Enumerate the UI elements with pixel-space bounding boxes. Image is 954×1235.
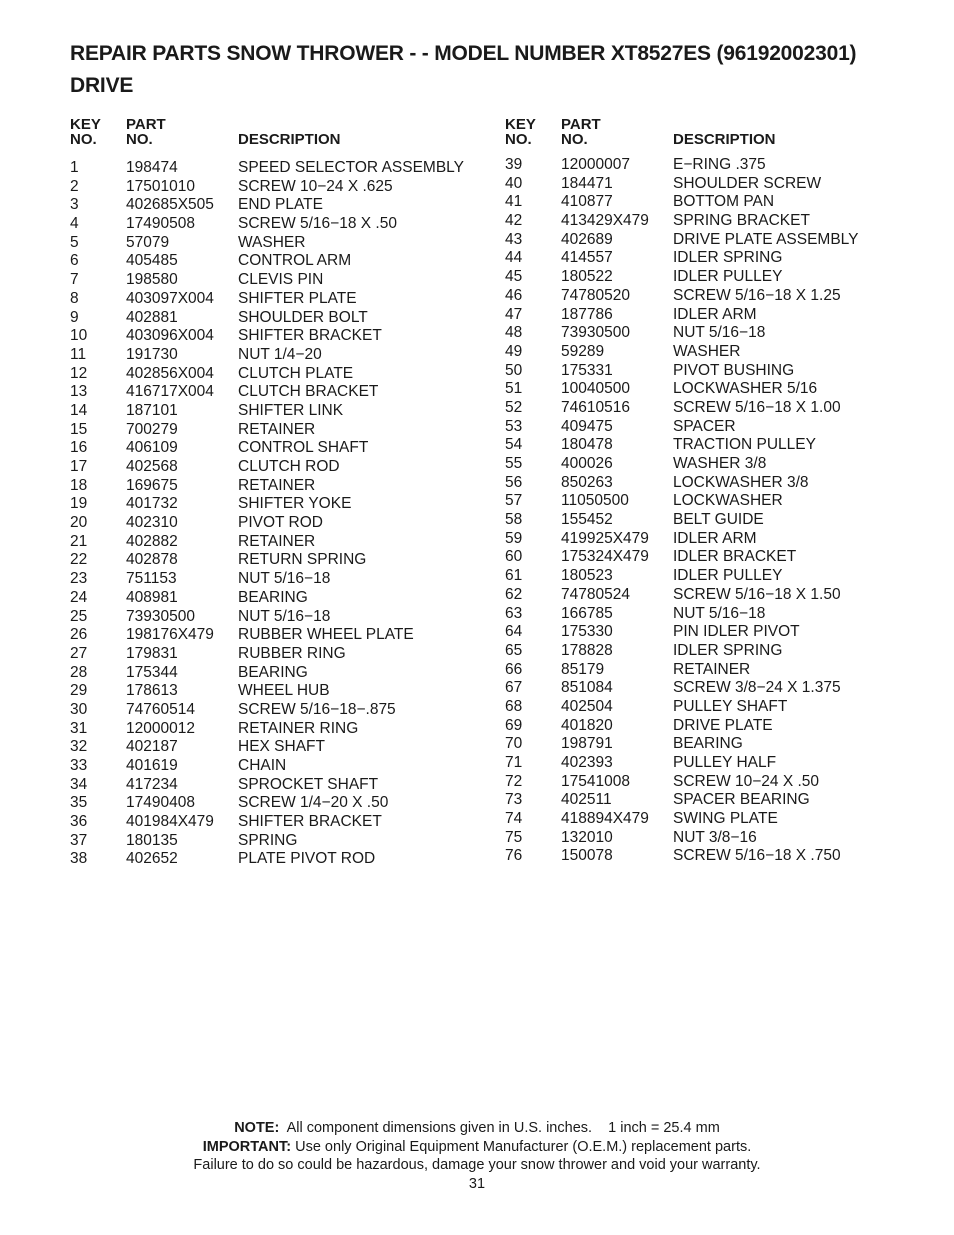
description: DRIVE PLATE ASSEMBLY [673,230,859,248]
part-no: 175324X479 [561,548,649,566]
description: IDLER ARM [673,305,757,323]
key-no: 73 [505,791,523,809]
key-no: 50 [505,361,523,379]
description: LOCKWASHER 5/16 [673,380,818,398]
description: RETAINER RING [238,719,359,737]
description: DRIVE PLATE [673,716,773,734]
page-number: 31 [468,1175,486,1192]
key-no: 1 [70,159,79,176]
description: PLATE PIVOT ROD [238,850,376,868]
key-no: 16 [70,439,88,457]
description: SPROCKET SHAFT [238,775,379,793]
key-no: 52 [505,398,523,416]
part-no: 700279 [126,420,178,438]
description: SCREW 3/8−24 X 1.375 [673,679,841,697]
description: RUBBER WHEEL PLATE [238,626,414,644]
part-no: 402685X505 [126,196,214,214]
part-no: 12000012 [126,719,195,737]
part-no: 419925X479 [561,529,649,547]
note-text: All component dimensions given in U.S. inches. 1 inch = 25.4 mm [279,1120,720,1136]
header-part-no [126,117,166,147]
description: SCREW 5/16−18 X .50 [238,215,397,233]
description: SCREW 5/16−18 X 1.25 [673,286,841,304]
key-no: 7 [70,271,79,289]
part-no: 402689 [561,230,613,248]
part-no: 17541008 [561,772,630,790]
part-no: 417234 [126,775,178,793]
part-no: 187786 [561,305,613,323]
description: RUBBER RING [238,644,346,662]
description: HEX SHAFT [238,738,325,756]
key-no: 10 [70,327,88,345]
key-no: 37 [70,831,88,849]
key-no: 17 [70,458,88,475]
description: NUT 5/16−18 [673,324,766,342]
key-no: 68 [505,697,523,715]
header-part-line1: PART [126,116,166,133]
part-no: 402187 [126,738,178,756]
description: SPRING BRACKET [673,212,810,230]
key-no: 15 [70,420,88,438]
key-no: 47 [505,305,523,323]
description: PULLEY HALF [673,754,777,771]
part-no: 166785 [561,604,613,622]
description: WASHER [673,342,741,360]
key-no: 2 [70,177,79,195]
part-no: 169675 [126,476,178,494]
footer-important [0,1138,954,1157]
key-no: 48 [505,324,523,342]
key-no: 18 [70,476,88,494]
part-no: 403097X004 [126,289,214,307]
key-no: 43 [505,230,523,248]
part-no: 132010 [561,828,613,846]
key-no: 31 [70,719,88,737]
description: CLEVIS PIN [238,271,324,289]
key-no: 66 [505,660,523,678]
part-no: 17490508 [126,215,195,233]
part-no: 402504 [561,697,613,715]
part-no: 402393 [561,754,613,771]
key-no: 64 [505,623,523,641]
part-no: 175344 [126,663,178,681]
part-no: 401820 [561,716,613,734]
part-no: 406109 [126,439,178,457]
key-no: 33 [70,757,88,774]
key-no: 11 [70,345,87,363]
key-no: 61 [505,567,523,585]
key-no: 63 [505,604,523,622]
key-no: 27 [70,644,88,662]
part-no: 184471 [561,174,613,192]
description: SHIFTER BRACKET [238,813,382,831]
description: CLUTCH PLATE [238,364,354,382]
key-no: 6 [70,252,79,270]
key-no: 20 [70,514,88,532]
key-no: 24 [70,588,88,606]
part-no: 402652 [126,850,178,868]
description: RETURN SPRING [238,551,367,569]
key-no: 14 [70,401,88,419]
page-footer [0,1119,954,1193]
description: SCREW 5/16−18 X 1.00 [673,398,841,416]
key-no: 70 [505,735,523,753]
description: SWING PLATE [673,810,778,828]
part-no: 11050500 [561,492,629,510]
description: IDLER SPRING [673,249,783,267]
important-text: Use only Original Equipment Manufacturer (O.E.M.) replacement parts. [291,1138,752,1155]
part-no: 401984X479 [126,813,214,831]
part-no: 57079 [126,233,170,251]
description: IDLER BRACKET [673,548,797,566]
part-no: 17490408 [126,794,195,812]
part-no: 402881 [126,308,178,326]
key-no: 44 [505,249,523,267]
footer-warning: Failure to do so could be hazardous, damage your snow thrower and void your warranty. [193,1157,761,1173]
part-no: 751153 [126,570,177,588]
part-no: 413429X479 [561,212,649,230]
part-no: 198580 [126,271,178,289]
key-no: 55 [505,455,523,472]
title-line-1: REPAIR PARTS SNOW THROWER - - MODEL NUMBER XT8527ES (96192002301) [70,42,857,65]
description: NUT 5/16−18 [238,570,331,588]
key-no: 60 [505,548,523,566]
key-no: 65 [505,641,523,659]
header-part-line1: PART [561,116,601,133]
key-no: 51 [505,380,523,398]
description: IDLER SPRING [673,641,783,659]
part-no: 150078 [561,847,613,865]
description: WASHER [238,233,306,251]
key-no: 46 [505,286,523,304]
part-no: 180522 [561,268,613,286]
part-no: 402878 [126,551,178,569]
key-no: 25 [70,607,88,625]
footer-note [0,1119,954,1138]
key-no: 56 [505,473,523,491]
description: E−RING .375 [673,156,766,173]
key-no: 53 [505,417,523,435]
part-no: 74760514 [126,700,195,718]
key-no: 3 [70,196,79,214]
part-no: 851084 [561,679,613,697]
header-key-line1: KEY [505,116,536,133]
page-title [70,38,856,102]
description: SHOULDER BOLT [238,308,368,326]
key-no: 59 [505,529,523,547]
part-no: 179831 [126,644,178,662]
key-no: 38 [70,850,88,868]
header-description: DESCRIPTION [673,131,776,148]
key-no: 5 [70,233,79,251]
key-no: 13 [70,383,88,401]
description: TRACTION PULLEY [673,436,816,454]
part-no: 191730 [126,345,178,363]
part-no: 73930500 [126,607,195,625]
description: SHIFTER LINK [238,401,344,419]
part-no: 400026 [561,455,613,472]
key-no: 76 [505,847,523,865]
header-key-no [70,117,101,147]
part-no: 198176X479 [126,626,214,644]
key-no: 41 [505,193,523,211]
description: BELT GUIDE [673,511,764,529]
part-no: 401732 [126,495,178,513]
key-no: 36 [70,813,88,831]
key-no: 72 [505,772,523,790]
note-label: NOTE: [234,1120,280,1136]
part-no: 408981 [126,588,178,606]
key-no: 74 [505,810,523,828]
description: SCREW 5/16−18−.875 [238,700,396,718]
important-label: IMPORTANT: [202,1138,292,1155]
description: RETAINER [238,420,316,438]
part-no: 405485 [126,252,178,270]
description: RETAINER [673,660,751,678]
part-no: 409475 [561,417,613,435]
header-key-line1: KEY [70,116,101,133]
part-no: 198791 [561,735,613,753]
description: SPRING [238,831,298,849]
description: IDLER ARM [673,529,757,547]
description: CLUTCH BRACKET [238,383,379,401]
key-no: 29 [70,682,88,700]
description: SHIFTER BRACKET [238,327,382,345]
description: SCREW 5/16−18 X 1.50 [673,585,841,603]
description: BEARING [238,663,308,681]
part-no: 410877 [561,193,613,211]
description: LOCKWASHER 3/8 [673,473,809,491]
description: RETAINER [238,532,316,550]
part-no: 416717X004 [126,383,214,401]
key-no: 49 [505,342,523,360]
header-part-no [561,117,601,147]
description: LOCKWASHER [673,492,783,510]
part-no: 180523 [561,567,613,585]
key-no: 21 [70,532,88,550]
part-no: 10040500 [561,380,630,398]
key-no: 26 [70,626,88,644]
key-no: 34 [70,775,88,793]
description: NUT 3/8−16 [673,828,757,846]
part-no: 17501010 [126,177,195,195]
key-no: 40 [505,174,523,192]
header-part-line2: NO. [126,131,153,148]
part-no: 180478 [561,436,613,454]
description: SHIFTER PLATE [238,289,357,307]
part-no: 418894X479 [561,810,649,828]
part-no: 401619 [126,757,178,774]
key-no: 30 [70,700,88,718]
part-no: 402856X004 [126,364,214,382]
header-description: DESCRIPTION [238,131,341,148]
description: SCREW 5/16−18 X .750 [673,847,841,865]
key-no: 12 [70,364,88,382]
description: CONTROL SHAFT [238,439,369,457]
part-no: 402310 [126,514,178,532]
key-no: 23 [70,570,88,588]
description: PIVOT ROD [238,514,323,532]
description: BEARING [238,588,308,606]
part-no: 198474 [126,159,178,176]
description: PIN IDLER PIVOT [673,623,800,641]
key-no: 75 [505,828,523,846]
description: PULLEY SHAFT [673,697,788,715]
part-no: 175330 [561,623,613,641]
key-no: 69 [505,716,523,734]
description: SHIFTER YOKE [238,495,352,513]
key-no: 42 [505,212,523,230]
key-no: 45 [505,268,523,286]
description: BEARING [673,735,743,753]
part-no: 74780524 [561,585,630,603]
key-no: 9 [70,308,79,326]
description: NUT 5/16−18 [673,604,766,622]
key-no: 4 [70,215,79,233]
description: CHAIN [238,757,287,774]
key-no: 39 [505,156,523,173]
part-no: 187101 [126,401,178,419]
part-no: 178613 [126,682,178,700]
part-no: 850263 [561,473,613,491]
part-no: 402511 [561,791,612,809]
part-no: 155452 [561,511,613,529]
part-no: 175331 [561,361,613,379]
header-key-no [505,117,536,147]
key-no: 54 [505,436,523,454]
description: SPACER BEARING [673,791,810,809]
key-no: 57 [505,492,523,510]
key-no: 28 [70,663,88,681]
description: CLUTCH ROD [238,458,340,475]
description: NUT 5/16−18 [238,607,331,625]
part-no: 403096X004 [126,327,214,345]
part-no: 402882 [126,532,178,550]
title-line-2: DRIVE [70,74,134,97]
description: IDLER PULLEY [673,567,783,585]
part-no: 12000007 [561,156,630,173]
key-no: 35 [70,794,88,812]
description: NUT 1/4−20 [238,345,322,363]
key-no: 8 [70,289,79,307]
description: BOTTOM PAN [673,193,775,211]
description: WHEEL HUB [238,682,330,700]
key-no: 32 [70,738,88,756]
header-key-line2: NO. [505,131,532,148]
header-key-line2: NO. [70,131,97,148]
key-no: 19 [70,495,88,513]
part-no: 180135 [126,831,178,849]
key-no: 67 [505,679,523,697]
description: WASHER 3/8 [673,455,767,472]
description: END PLATE [238,196,323,214]
description: IDLER PULLEY [673,268,783,286]
description: RETAINER [238,476,316,494]
key-no: 71 [505,754,523,771]
part-no: 414557 [561,249,613,267]
key-no: 22 [70,551,88,569]
key-no: 58 [505,511,523,529]
description: SCREW 10−24 X .625 [238,177,393,195]
part-no: 178828 [561,641,613,659]
description: SCREW 10−24 X .50 [673,772,820,790]
part-no: 402568 [126,458,178,475]
description: PIVOT BUSHING [673,361,795,379]
description: SHOULDER SCREW [673,174,822,192]
part-no: 74610516 [561,398,630,416]
part-no: 85179 [561,660,605,678]
part-no: 74780520 [561,286,630,304]
description: SCREW 1/4−20 X .50 [238,794,389,812]
description: SPEED SELECTOR ASSEMBLY [238,159,464,176]
header-part-line2: NO. [561,131,588,148]
part-no: 73930500 [561,324,630,342]
part-no: 59289 [561,342,605,360]
description: SPACER [673,417,736,435]
key-no: 62 [505,585,523,603]
description: CONTROL ARM [238,252,352,270]
